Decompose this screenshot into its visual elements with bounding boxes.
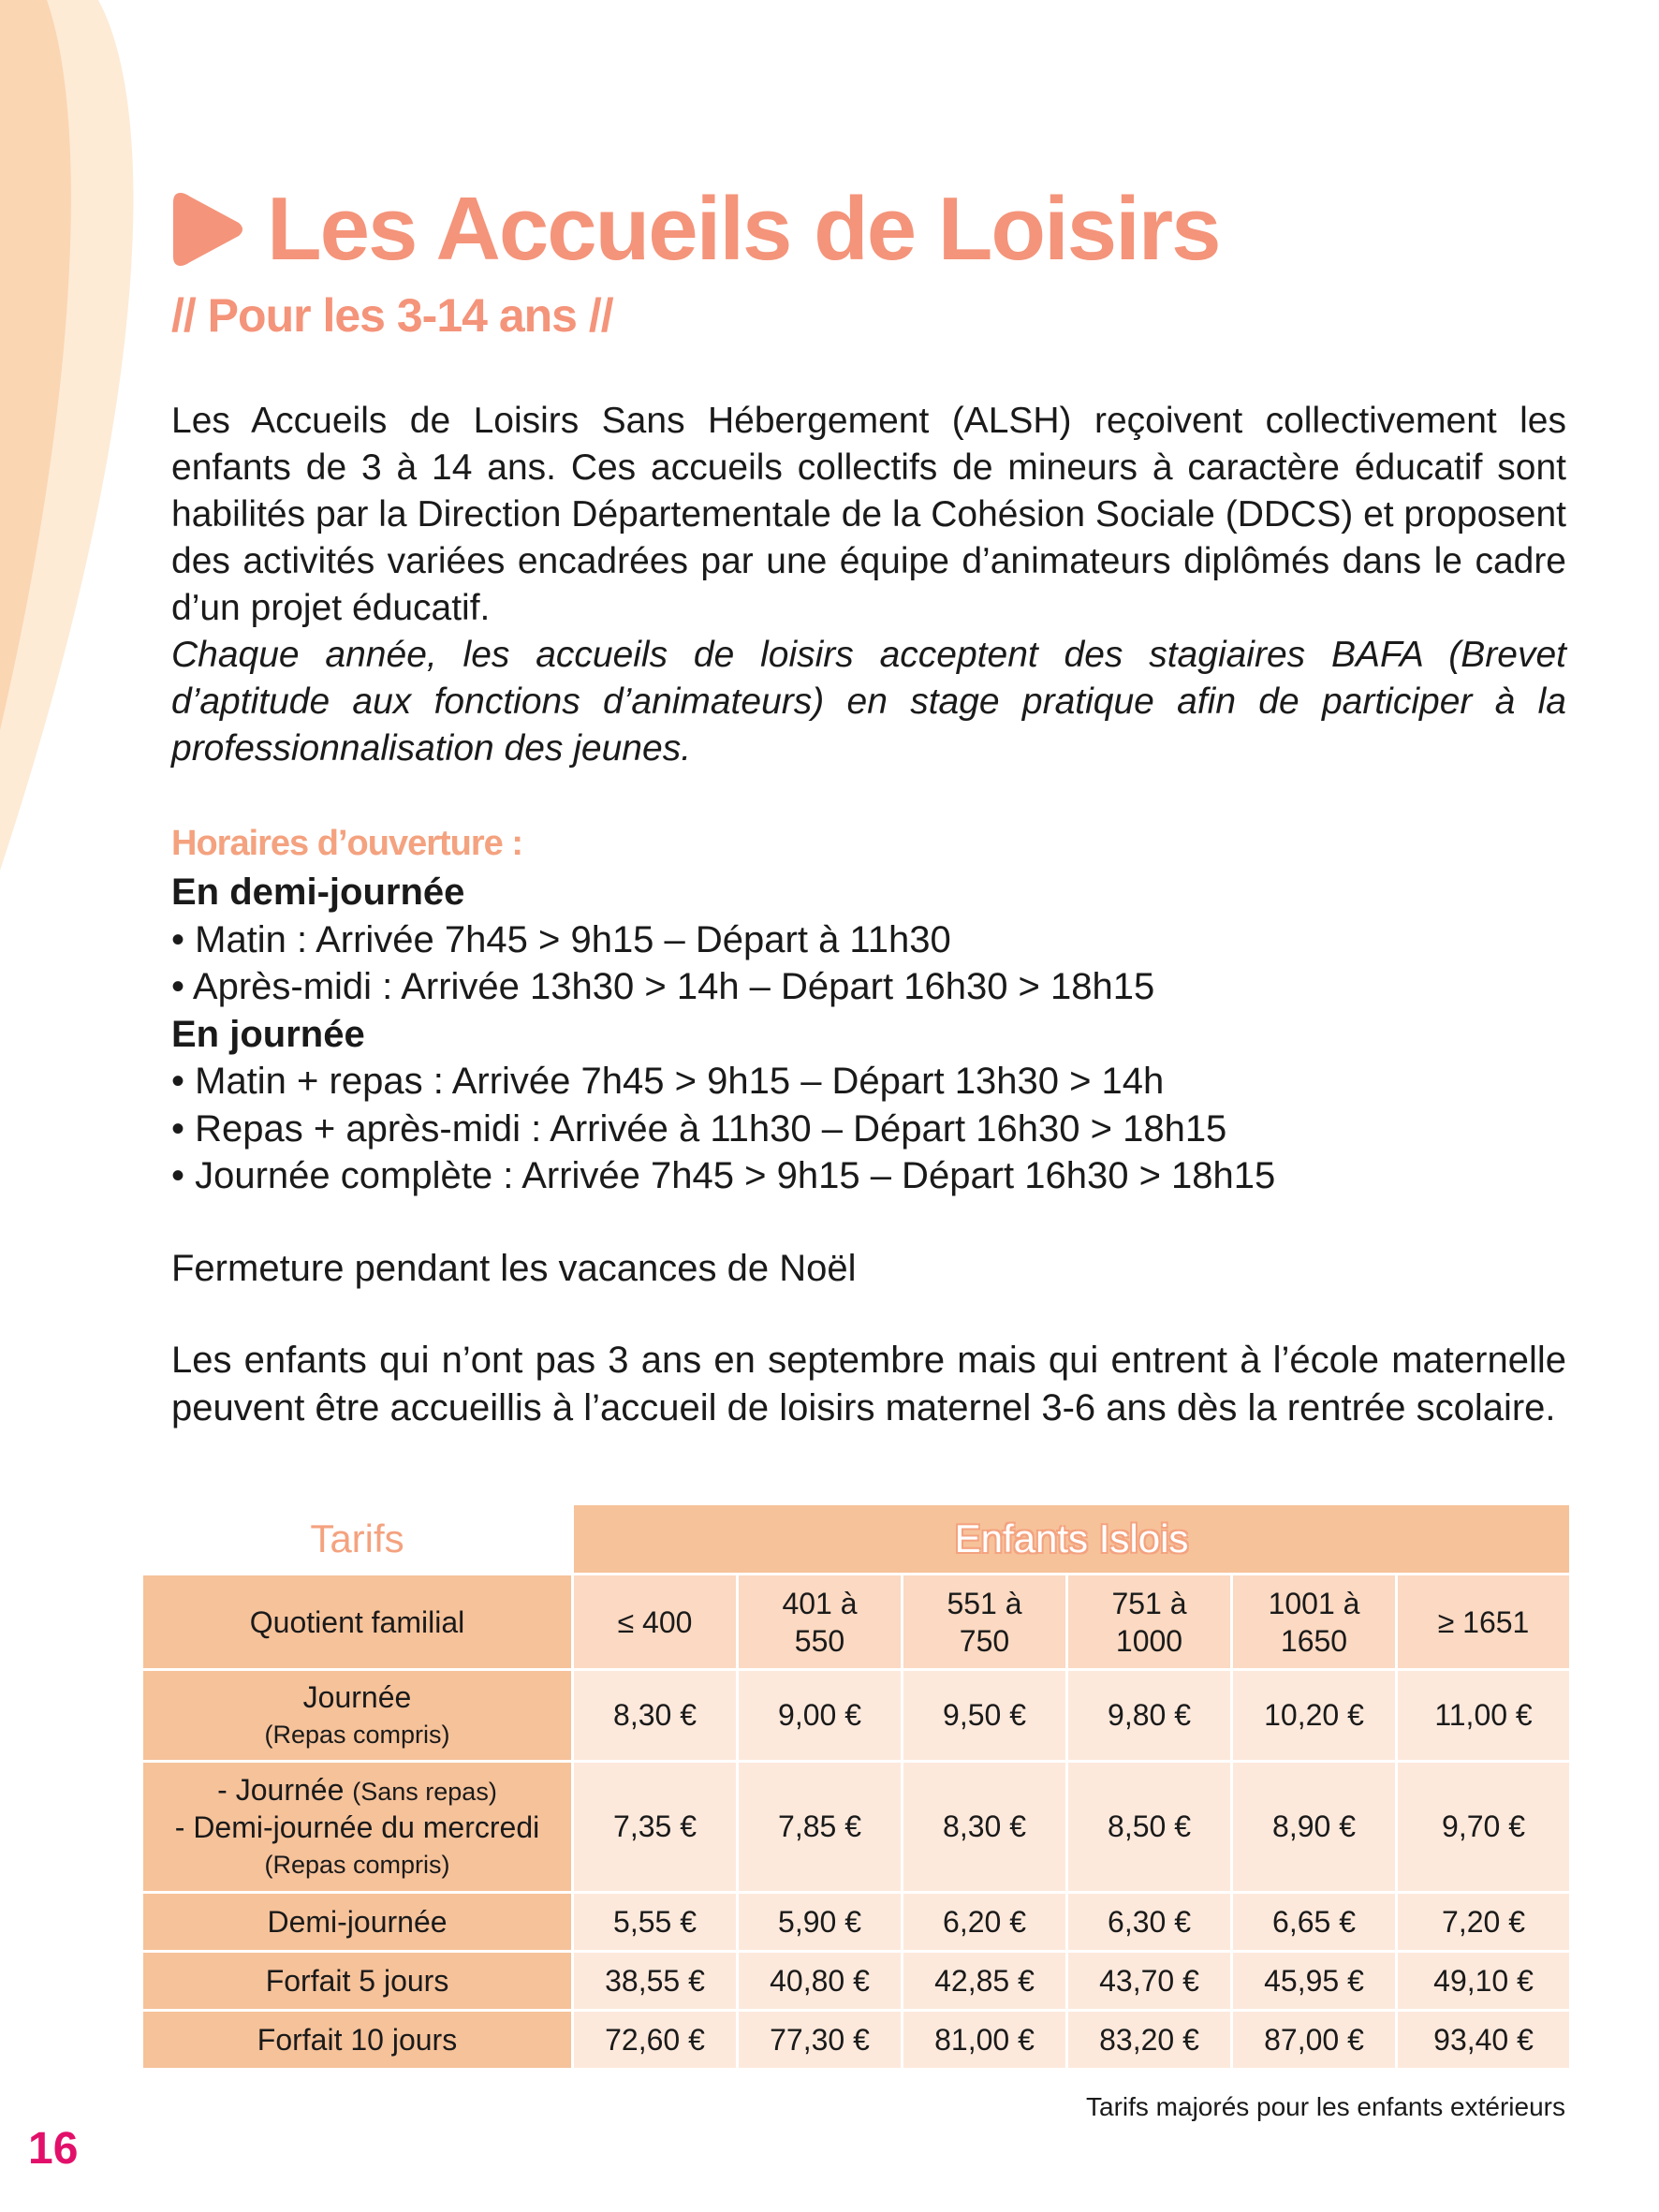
price-cell: 7,20 €	[1397, 1893, 1571, 1952]
row-label: Forfait 5 jours	[142, 1952, 573, 2011]
full-day-heading: En journée	[171, 1013, 365, 1055]
price-cell: 9,00 €	[738, 1670, 903, 1762]
qf-line: ≤ 400	[617, 1604, 693, 1639]
qf-cell	[1397, 1575, 1571, 1670]
price-cell: 81,00 €	[903, 2011, 1067, 2070]
hours-heading: Horaires d’ouverture :	[171, 824, 522, 863]
qf-line: 1001 à	[1268, 1586, 1360, 1620]
row-label	[142, 1670, 573, 1762]
enfants-islois-header: Enfants Islois	[573, 1504, 1571, 1575]
table-row	[142, 1670, 1571, 1762]
price-cell: 8,90 €	[1232, 1762, 1397, 1893]
page-title: Les Accueils de Loisirs	[267, 179, 1220, 279]
hours-item: • Repas + après-midi : Arrivée à 11h30 – Départ 16h30 > 18h15	[171, 1107, 1227, 1150]
price-cell: 5,55 €	[573, 1893, 738, 1952]
page-number: 16	[28, 2124, 79, 2174]
price-cell: 49,10 €	[1397, 1952, 1571, 2011]
price-cell: 5,90 €	[738, 1893, 903, 1952]
row-label-small: (Sans repas)	[352, 1777, 497, 1806]
price-cell: 11,00 €	[1397, 1670, 1571, 1762]
intro-paragraph: Les Accueils de Loisirs Sans Hébergement (ALSH) reçoivent collectivement les enfants de 3 à 14 ans. Ces accueils collectifs de mineurs à caractère éducatif sont habilités par la Direction Départementale de la Cohésion Sociale (DDCS) et proposent des activités variées encadrées par une équipe d’animateurs diplômés dans le cadre d’un projet éducatif.	[171, 401, 1566, 628]
price-cell: 77,30 €	[738, 2011, 903, 2070]
table-row	[142, 1952, 1571, 2011]
price-cell: 10,20 €	[1232, 1670, 1397, 1762]
maternelle-note	[171, 1337, 1566, 1432]
intro-italic-paragraph: Chaque année, les accueils de loisirs acceptent des stagiaires BAFA (Brevet d’aptitude aux fonctions d’animateurs) en stage pratique afin de participer à la professionnalisation des jeunes.	[171, 635, 1566, 769]
row-label-sub: (Repas compris)	[264, 1850, 450, 1879]
table-row	[142, 1893, 1571, 1952]
qf-line: 1000	[1115, 1623, 1183, 1658]
price-cell: 8,50 €	[1067, 1762, 1232, 1893]
qf-line: 550	[794, 1623, 845, 1658]
qf-cell	[903, 1575, 1067, 1670]
price-cell: 6,20 €	[903, 1893, 1067, 1952]
price-cell: 45,95 €	[1232, 1952, 1397, 2011]
price-cell: 87,00 €	[1232, 2011, 1397, 2070]
page-subtitle: // Pour les 3-14 ans //	[171, 289, 613, 342]
price-cell: 6,30 €	[1067, 1893, 1232, 1952]
table-header-row	[142, 1504, 1571, 1575]
row-label: Demi-journée	[142, 1893, 573, 1952]
table-row	[142, 1762, 1571, 1893]
qf-cell	[738, 1575, 903, 1670]
row-label	[142, 1762, 573, 1893]
price-cell: 9,70 €	[1397, 1762, 1571, 1893]
row-label-main: Journée	[302, 1679, 412, 1714]
qf-line: 750	[959, 1623, 1010, 1658]
row-label: Quotient familial	[142, 1575, 573, 1670]
price-cell: 72,60 €	[573, 2011, 738, 2070]
play-triangle-icon	[171, 187, 246, 271]
closure-note: Fermeture pendant les vacances de Noël	[171, 1248, 857, 1289]
row-label: Forfait 10 jours	[142, 2011, 573, 2070]
table-row-quotient	[142, 1575, 1571, 1670]
row-label-sub: (Repas compris)	[264, 1720, 450, 1749]
price-cell: 8,30 €	[903, 1762, 1067, 1893]
price-cell: 93,40 €	[1397, 2011, 1571, 2070]
price-cell: 6,65 €	[1232, 1893, 1397, 1952]
tarifs-header: Tarifs	[142, 1504, 573, 1575]
price-cell: 7,85 €	[738, 1762, 903, 1893]
tarifs-table	[140, 1502, 1572, 2071]
hours-item: • Matin + repas : Arrivée 7h45 > 9h15 – Départ 13h30 > 14h	[171, 1061, 1165, 1102]
qf-line: 751 à	[1111, 1586, 1187, 1620]
hours-item: • Matin : Arrivée 7h45 > 9h15 – Départ à 11h30	[171, 918, 951, 960]
maternelle-note-text: Les enfants qui n’ont pas 3 ans en septembre mais qui entrent à l’école maternelle peuvent être accueillis à l’accueil de loisirs maternel 3-6 ans dès la rentrée scolaire.	[171, 1340, 1566, 1428]
qf-line: ≥ 1651	[1437, 1604, 1530, 1639]
decorative-corner-shape	[0, 0, 187, 880]
price-cell: 40,80 €	[738, 1952, 903, 2011]
qf-cell	[1232, 1575, 1397, 1670]
price-cell: 9,80 €	[1067, 1670, 1232, 1762]
hours-list	[171, 869, 1566, 1200]
price-cell: 83,20 €	[1067, 2011, 1232, 2070]
price-cell: 43,70 €	[1067, 1952, 1232, 2011]
title-row	[171, 178, 1220, 281]
hours-item: • Journée complète : Arrivée 7h45 > 9h15 – Départ 16h30 > 18h15	[171, 1155, 1276, 1196]
price-cell: 38,55 €	[573, 1952, 738, 2011]
qf-cell	[573, 1575, 738, 1670]
hours-item: • Après-midi : Arrivée 13h30 > 14h – Départ 16h30 > 18h15	[171, 966, 1155, 1007]
price-cell: 9,50 €	[903, 1670, 1067, 1762]
table-row	[142, 2011, 1571, 2070]
price-cell: 42,85 €	[903, 1952, 1067, 2011]
row-label-main: - Journée	[217, 1772, 345, 1807]
price-cell: 8,30 €	[573, 1670, 738, 1762]
row-label-main: - Demi-journée du mercredi	[174, 1809, 540, 1844]
table-footnote: Tarifs majorés pour les enfants extérieurs	[1086, 2092, 1565, 2121]
qf-line: 401 à	[782, 1586, 858, 1620]
qf-line: 1650	[1280, 1623, 1348, 1658]
qf-cell	[1067, 1575, 1232, 1670]
half-day-heading: En demi-journée	[171, 872, 465, 913]
price-cell: 7,35 €	[573, 1762, 738, 1893]
intro-text	[171, 398, 1566, 772]
qf-line: 551 à	[947, 1586, 1022, 1620]
